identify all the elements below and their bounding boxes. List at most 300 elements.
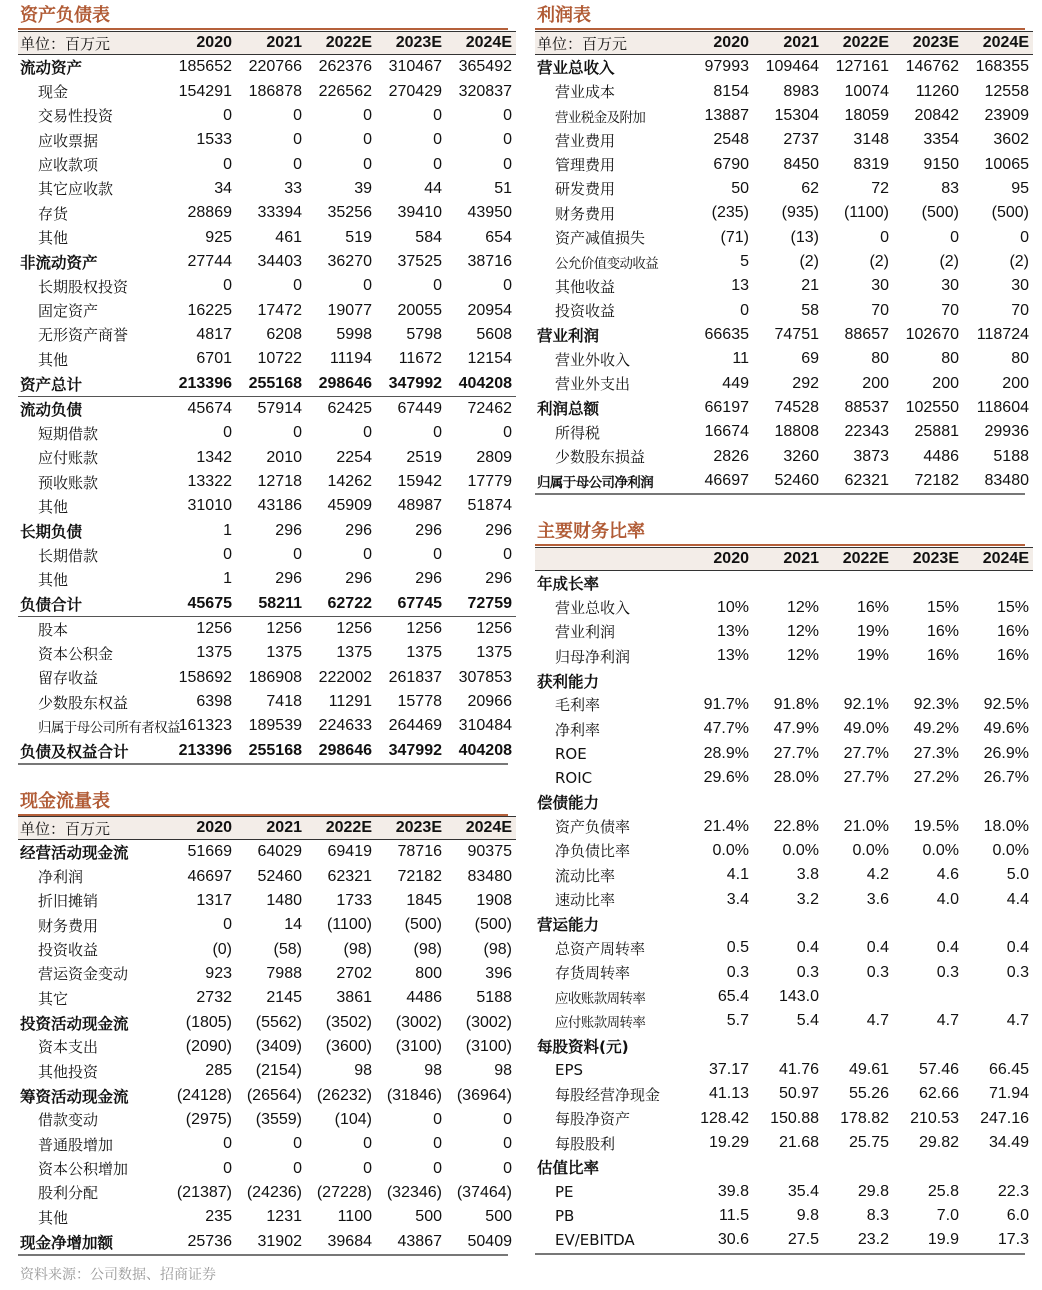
value-cell: 49.6% — [983, 720, 1029, 738]
value-cell: 11 — [732, 350, 749, 368]
value-cell: 5 — [740, 252, 749, 270]
table-row — [535, 225, 1033, 249]
value-cell: 3.2 — [796, 890, 819, 908]
value-cell: 404208 — [458, 741, 512, 759]
value-cell: 0 — [363, 424, 372, 442]
value-cell: 50.97 — [778, 1085, 819, 1103]
value-cell: 12558 — [984, 82, 1029, 100]
row-label: 投资活动现金流 — [20, 1014, 129, 1033]
value-cell: 43950 — [467, 204, 512, 222]
value-cell: 27.2% — [913, 768, 959, 786]
value-cell: 19.29 — [708, 1134, 749, 1152]
row-label: 估值比率 — [537, 1159, 600, 1178]
table-row — [535, 1204, 1033, 1228]
value-cell: 45675 — [187, 594, 232, 612]
value-cell: 7418 — [266, 693, 302, 711]
value-cell: 296 — [485, 521, 512, 539]
value-cell: (500) — [921, 204, 959, 222]
value-cell: 16% — [926, 647, 959, 665]
row-label: 非流动资产 — [20, 253, 98, 272]
value-cell: (3002) — [465, 1013, 512, 1031]
table-row — [535, 766, 1033, 790]
table-row — [535, 274, 1033, 298]
row-label: 其他 — [38, 350, 69, 369]
value-cell: 66635 — [704, 325, 749, 343]
value-cell: 0 — [503, 277, 512, 295]
value-cell: 91.7% — [703, 695, 749, 713]
value-cell: 1533 — [196, 131, 232, 149]
value-cell — [823, 571, 893, 596]
cash-flow-grid — [18, 816, 516, 1254]
row-label: 营业费用 — [555, 131, 616, 150]
row-label: 经营活动现金流 — [20, 844, 129, 863]
value-cell: 270429 — [388, 82, 442, 100]
balance-sheet-title: 资产负债表 — [18, 4, 508, 30]
table-row — [535, 396, 1033, 420]
row-label: 其他 — [38, 1208, 69, 1227]
value-cell: 19% — [856, 647, 889, 665]
year-header: 2022E — [306, 32, 376, 55]
row-label: 资本支出 — [38, 1038, 99, 1057]
value-cell: 33 — [284, 179, 302, 197]
value-cell: 161323 — [178, 717, 232, 735]
table-row — [535, 1058, 1033, 1082]
value-cell: 2519 — [406, 448, 442, 466]
table-row — [18, 592, 516, 617]
table-row — [535, 298, 1033, 322]
header-row — [535, 548, 1033, 571]
value-cell: (32346) — [386, 1183, 442, 1201]
value-cell: 0.3 — [1006, 963, 1029, 981]
value-cell: 62 — [801, 179, 819, 197]
row-label: 交易性投资 — [38, 107, 114, 126]
table-row — [535, 79, 1033, 103]
row-label: 归母净利润 — [555, 647, 631, 666]
row-label: 固定资产 — [38, 302, 99, 321]
value-cell — [753, 571, 823, 596]
value-cell: 13 — [731, 277, 749, 295]
value-cell: 78716 — [397, 843, 442, 861]
row-label: 少数股东权益 — [38, 693, 129, 712]
value-cell: 50409 — [467, 1232, 512, 1250]
row-label: 现金 — [38, 83, 69, 102]
value-cell: 2732 — [196, 989, 232, 1007]
table-row — [535, 201, 1033, 225]
value-cell: 264469 — [388, 717, 442, 735]
value-cell: 185652 — [178, 58, 232, 76]
value-cell: 118724 — [976, 325, 1029, 343]
value-cell: 16% — [996, 647, 1029, 665]
value-cell: 74528 — [774, 398, 819, 416]
value-cell: 0.0% — [712, 841, 749, 859]
value-cell: (235) — [711, 204, 749, 222]
row-label: 短期借款 — [38, 424, 99, 443]
year-header: 2021 — [753, 32, 823, 55]
row-label: 投资收益 — [38, 941, 99, 960]
value-cell: 4.1 — [726, 866, 749, 884]
value-cell: (104) — [334, 1110, 372, 1128]
value-cell: 800 — [415, 964, 442, 982]
value-cell: 41.76 — [778, 1061, 819, 1079]
value-cell: 0 — [223, 277, 232, 295]
table-row — [18, 986, 516, 1010]
value-cell: 347992 — [388, 374, 442, 392]
value-cell: (13) — [790, 228, 819, 246]
table-row — [18, 641, 516, 665]
value-cell: 12% — [786, 598, 819, 616]
value-cell: 62.66 — [918, 1085, 959, 1103]
value-cell: 2702 — [336, 964, 372, 982]
value-cell: 6.0 — [1006, 1207, 1029, 1225]
value-cell — [823, 668, 893, 692]
value-cell — [753, 1155, 823, 1179]
table-row — [535, 741, 1033, 765]
value-cell: 28869 — [187, 204, 232, 222]
value-cell: 0 — [363, 106, 372, 124]
value-cell: 5.0 — [1006, 866, 1029, 884]
table-row — [18, 739, 516, 763]
value-cell: 41.13 — [708, 1085, 749, 1103]
value-cell — [823, 912, 893, 936]
value-cell — [753, 790, 823, 814]
value-cell: 25.75 — [848, 1134, 889, 1152]
row-label: 其他 — [38, 229, 69, 248]
value-cell: (24128) — [176, 1086, 232, 1104]
table-row — [18, 1156, 516, 1180]
value-cell: (26564) — [246, 1086, 302, 1104]
value-cell: 0 — [363, 277, 372, 295]
value-cell: 0.0% — [852, 841, 889, 859]
table-row — [18, 1230, 516, 1254]
value-cell: 0 — [503, 106, 512, 124]
value-cell: 26.9% — [983, 744, 1029, 762]
value-cell: 70 — [871, 301, 889, 319]
value-cell: 0 — [1020, 228, 1029, 246]
value-cell: 296 — [415, 521, 442, 539]
row-label: 每股资料(元) — [537, 1037, 629, 1056]
value-cell: 39684 — [327, 1232, 372, 1250]
value-cell: 158692 — [178, 668, 232, 686]
value-cell: 449 — [722, 374, 749, 392]
value-cell: (2154) — [255, 1062, 302, 1080]
value-cell: 0 — [433, 424, 442, 442]
value-cell: 16% — [926, 622, 959, 640]
value-cell: 3260 — [783, 447, 819, 465]
table-row — [535, 177, 1033, 201]
value-cell: 80 — [1011, 350, 1029, 368]
value-cell: 4.2 — [866, 866, 889, 884]
value-cell: 0 — [880, 228, 889, 246]
table-row — [535, 104, 1033, 128]
value-cell: 5.4 — [796, 1012, 819, 1030]
value-cell: 11291 — [328, 693, 372, 711]
row-label: 净负债比率 — [555, 842, 631, 861]
table-row — [18, 1132, 516, 1156]
value-cell: (37464) — [456, 1183, 512, 1201]
value-cell: 102670 — [905, 325, 959, 343]
value-cell: 88537 — [844, 398, 889, 416]
value-cell — [893, 985, 963, 1009]
value-cell: 189539 — [248, 717, 302, 735]
value-cell: 62321 — [844, 472, 889, 490]
table-row — [18, 962, 516, 986]
table-row — [535, 887, 1033, 911]
row-label: 营业成本 — [555, 83, 616, 102]
value-cell: 29.82 — [918, 1134, 959, 1152]
value-cell: 49.2% — [913, 720, 959, 738]
table-row — [535, 1082, 1033, 1106]
row-label: 营业外收入 — [555, 350, 631, 369]
value-cell: 0 — [223, 546, 232, 564]
table-row — [18, 1059, 516, 1083]
ratios-title: 主要财务比率 — [535, 520, 1025, 546]
value-cell: 29.8 — [857, 1182, 889, 1200]
value-cell: (500) — [991, 204, 1029, 222]
row-label: 管理费用 — [555, 156, 616, 175]
value-cell: (1805) — [185, 1013, 232, 1031]
row-label: 利润总额 — [537, 399, 600, 418]
row-label: 现金净增加额 — [20, 1233, 114, 1252]
table-row — [535, 1228, 1033, 1252]
value-cell: 11260 — [915, 82, 959, 100]
value-cell: 500 — [415, 1208, 442, 1226]
row-label: 其他 — [38, 570, 69, 589]
value-cell — [963, 1155, 1033, 1179]
table-row — [18, 177, 516, 201]
year-header: 2021 — [753, 548, 823, 571]
year-header: 2023E — [376, 32, 446, 55]
value-cell: 98 — [494, 1062, 512, 1080]
value-cell: 1908 — [476, 891, 512, 909]
header-row — [535, 32, 1033, 55]
value-cell: (3100) — [395, 1037, 442, 1055]
value-cell: 0.3 — [726, 963, 749, 981]
value-cell: 57914 — [236, 396, 306, 421]
table-row — [535, 717, 1033, 741]
value-cell: 307853 — [458, 668, 512, 686]
row-label: 少数股东损益 — [555, 448, 646, 467]
value-cell: 12% — [786, 622, 819, 640]
value-cell: 8154 — [713, 82, 749, 100]
value-cell: 51 — [494, 179, 512, 197]
value-cell — [963, 571, 1033, 596]
value-cell: 4.7 — [1006, 1012, 1029, 1030]
value-cell — [753, 1034, 823, 1058]
value-cell: 19% — [856, 622, 889, 640]
row-label: PE — [555, 1182, 574, 1201]
value-cell: 30.6 — [717, 1231, 749, 1249]
ratios-table — [535, 547, 1029, 1255]
value-cell — [963, 1034, 1033, 1058]
value-cell: 12718 — [257, 473, 302, 491]
row-label: 营业总收入 — [555, 599, 631, 618]
value-cell: 44 — [424, 179, 442, 197]
value-cell: 74751 — [774, 325, 819, 343]
unit-label: 单位：百万元 — [18, 32, 168, 55]
table-row — [18, 690, 516, 714]
row-label: 净利率 — [555, 720, 601, 739]
value-cell: (0) — [212, 940, 232, 958]
value-cell: 27.5 — [787, 1231, 819, 1249]
value-cell — [685, 790, 753, 814]
value-cell: 1256 — [236, 616, 306, 641]
value-cell: 0 — [433, 1135, 442, 1153]
value-cell: 57.46 — [918, 1061, 959, 1079]
year-header: 2024E — [446, 817, 516, 840]
value-cell: 0.4 — [796, 939, 819, 957]
row-label: 财务费用 — [555, 204, 616, 223]
value-cell: 22343 — [844, 423, 889, 441]
row-label: 营运资金变动 — [38, 965, 129, 984]
value-cell: 30 — [941, 277, 959, 295]
cash-flow-title: 现金流量表 — [18, 790, 508, 816]
year-header: 2021 — [236, 32, 306, 55]
value-cell: 10065 — [984, 155, 1029, 173]
value-cell: 0.0% — [782, 841, 819, 859]
value-cell — [823, 1034, 893, 1058]
table-row — [535, 668, 1033, 692]
row-label: ROE — [555, 744, 587, 763]
row-label: 留存收益 — [38, 669, 99, 688]
value-cell: 4.7 — [936, 1012, 959, 1030]
value-cell: 296 — [275, 570, 302, 588]
value-cell: 0 — [363, 155, 372, 173]
value-cell: 9.8 — [796, 1207, 819, 1225]
row-label: 筹资活动现金流 — [20, 1087, 129, 1106]
value-cell — [963, 668, 1033, 692]
value-cell: 12154 — [467, 350, 512, 368]
value-cell: 461 — [275, 228, 302, 246]
value-cell: 29.6% — [703, 768, 749, 786]
row-label: 借款变动 — [38, 1111, 99, 1130]
row-label: 每股经营净现金 — [555, 1085, 661, 1104]
row-label: 每股股利 — [555, 1134, 616, 1153]
value-cell — [753, 912, 823, 936]
value-cell: 52460 — [257, 867, 302, 885]
value-cell: 143.0 — [778, 988, 819, 1006]
value-cell: 36270 — [327, 252, 372, 270]
value-cell: 2548 — [713, 131, 749, 149]
value-cell: 29936 — [984, 423, 1029, 441]
row-label: 获利能力 — [537, 672, 600, 691]
value-cell: 5188 — [476, 989, 512, 1007]
value-cell: 186878 — [248, 82, 302, 100]
value-cell — [893, 571, 963, 596]
value-cell: 1256 — [446, 616, 516, 641]
cash-flow-table — [18, 816, 512, 1256]
table-row — [535, 693, 1033, 717]
table-row — [535, 595, 1033, 619]
value-cell: 91.8% — [773, 695, 819, 713]
row-label: 应收账款周转率 — [555, 991, 646, 1008]
value-cell: 10074 — [844, 82, 889, 100]
table-row — [535, 55, 1033, 80]
value-cell: 72759 — [467, 594, 512, 612]
value-cell: 98 — [354, 1062, 372, 1080]
value-cell: 3354 — [923, 131, 959, 149]
value-cell: 97993 — [704, 58, 749, 76]
value-cell: 46697 — [704, 472, 749, 490]
value-cell: 18.0% — [983, 817, 1029, 835]
table-row — [535, 128, 1033, 152]
table-row — [18, 298, 516, 322]
value-cell: 98 — [424, 1062, 442, 1080]
table-row — [18, 616, 516, 641]
value-cell: 118604 — [976, 398, 1029, 416]
value-cell — [685, 912, 753, 936]
row-label: 资本公积金 — [38, 644, 114, 663]
row-label: 股利分配 — [38, 1184, 99, 1203]
table-row — [18, 1083, 516, 1107]
value-cell: (27228) — [316, 1183, 372, 1201]
row-label: 负债及权益合计 — [20, 742, 129, 761]
value-cell: 7.0 — [936, 1207, 959, 1225]
row-label: 营业利润 — [537, 326, 600, 345]
value-cell: 0 — [293, 424, 302, 442]
value-cell: 1375 — [266, 644, 302, 662]
value-cell: (3002) — [395, 1013, 442, 1031]
value-cell: 2010 — [266, 448, 302, 466]
value-cell: 923 — [205, 964, 232, 982]
value-cell: 4.4 — [1006, 890, 1029, 908]
value-cell: 1 — [223, 570, 232, 588]
value-cell — [893, 668, 963, 692]
value-cell: 200 — [1002, 374, 1029, 392]
table-row — [535, 863, 1033, 887]
value-cell: 365492 — [458, 58, 512, 76]
value-cell: 4486 — [923, 447, 959, 465]
year-header: 2021 — [236, 817, 306, 840]
value-cell: 52460 — [774, 472, 819, 490]
value-cell: 296 — [485, 570, 512, 588]
table-row — [18, 913, 516, 937]
value-cell: 154291 — [178, 82, 232, 100]
value-cell: 27744 — [187, 252, 232, 270]
value-cell: 262376 — [318, 58, 372, 76]
value-cell: 19.5% — [913, 817, 959, 835]
value-cell: 146762 — [905, 58, 959, 76]
row-label: PB — [555, 1207, 575, 1226]
value-cell: 22.3 — [997, 1182, 1029, 1200]
value-cell — [753, 668, 823, 692]
year-header: 2024E — [963, 32, 1033, 55]
value-cell: 80 — [871, 350, 889, 368]
row-label: 其他投资 — [38, 1062, 99, 1081]
value-cell: 0 — [223, 106, 232, 124]
row-label: 流动负债 — [18, 396, 168, 421]
value-cell: (2090) — [185, 1037, 232, 1055]
value-cell: 0 — [363, 1159, 372, 1177]
value-cell: (98) — [343, 940, 372, 958]
value-cell: 66197 — [704, 398, 749, 416]
value-cell: 83480 — [984, 472, 1029, 490]
value-cell: 255168 — [248, 741, 302, 759]
value-cell: 27.7% — [773, 744, 819, 762]
value-cell: 34403 — [257, 252, 302, 270]
value-cell: 11.5 — [719, 1207, 749, 1225]
value-cell: 51669 — [187, 843, 232, 861]
row-label: ROIC — [555, 768, 593, 787]
value-cell: 13322 — [187, 473, 232, 491]
row-label: 无形资产商誉 — [38, 326, 129, 345]
row-label: 所得税 — [555, 423, 601, 442]
table-row — [535, 790, 1033, 814]
value-cell: 0 — [293, 1135, 302, 1153]
value-cell: 67449 — [376, 396, 446, 421]
row-label: 长期负债 — [20, 522, 83, 541]
row-label: 公允价值变动收益 — [555, 255, 659, 272]
value-cell: 45674 — [168, 396, 236, 421]
